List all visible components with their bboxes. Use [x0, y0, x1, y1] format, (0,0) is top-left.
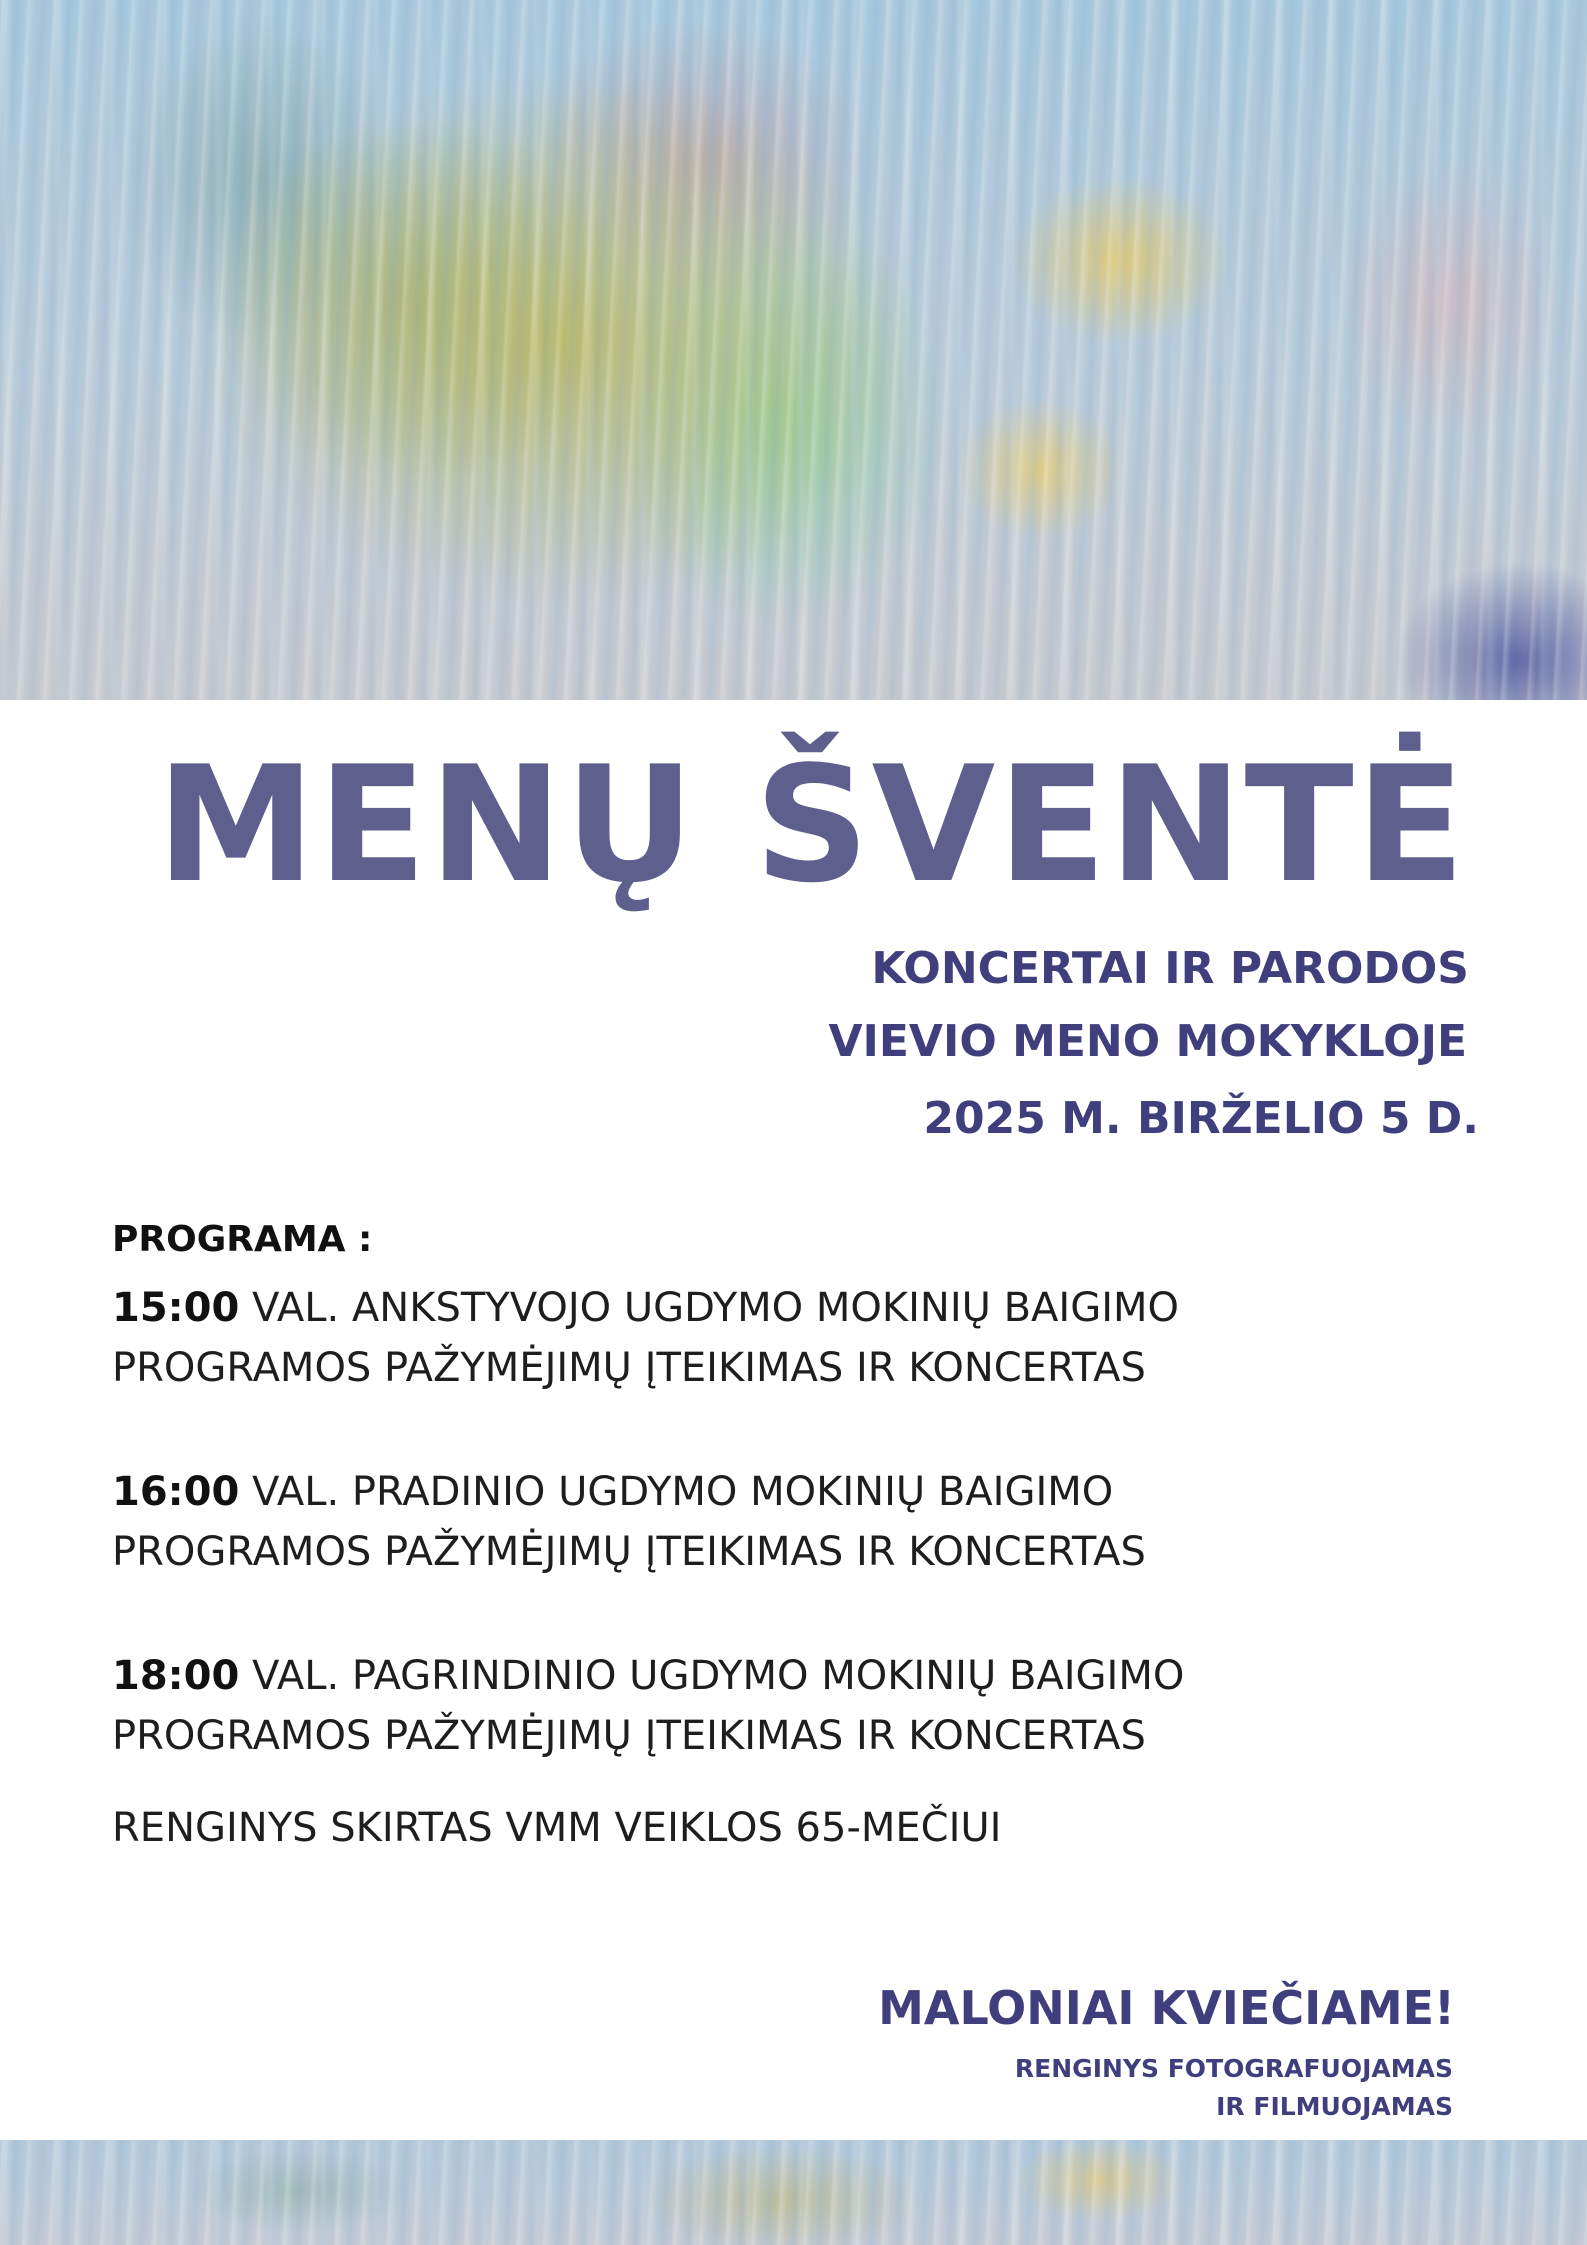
watercolor-artwork-bottom: [0, 2140, 1587, 2245]
anniversary-note: RENGINYS SKIRTAS VMM VEIKLOS 65-MEČIUI: [112, 1805, 1002, 1851]
artwork-texture: [0, 0, 1587, 700]
subtitle-date: 2025 M. BIRŽELIO 5 D.: [923, 1093, 1479, 1144]
photo-notice: [1015, 2050, 1453, 2126]
subtitle-concerts: KONCERTAI IR PARODOS: [871, 943, 1469, 994]
artwork-texture: [0, 2140, 1587, 2245]
program-heading: PROGRAMA :: [112, 1219, 373, 1260]
program-item-line: [112, 1646, 1492, 1706]
photo-notice-line: RENGINYS FOTOGRAFUOJAMAS: [1014, 2054, 1453, 2083]
program-description: VAL. ANKSTYVOJO UGDYMO MOKINIŲ BAIGIMO: [239, 1285, 1179, 1331]
program-time: 16:00: [112, 1469, 240, 1515]
subtitle-venue: VIEVIO MENO MOKYKLOJE: [828, 1016, 1467, 1067]
program-item-line: [112, 1278, 1492, 1338]
program-time: 18:00: [112, 1653, 240, 1699]
program-description-cont: PROGRAMOS PAŽYMĖJIMŲ ĮTEIKIMAS IR KONCERTAS: [112, 1713, 1146, 1759]
program-item-1600: [112, 1462, 1492, 1582]
program-item-1800: [112, 1646, 1492, 1766]
program-description-cont: PROGRAMOS PAŽYMĖJIMŲ ĮTEIKIMAS IR KONCERTAS: [112, 1345, 1146, 1391]
program-time: 15:00: [112, 1285, 240, 1331]
spacer: [112, 1582, 1492, 1646]
invitation-text: MALONIAI KVIEČIAME!: [878, 1981, 1455, 2035]
photo-notice-line: IR FILMUOJAMAS: [1216, 2092, 1453, 2121]
program-section: [112, 1219, 1492, 1858]
program-description: VAL. PAGRINDINIO UGDYMO MOKINIŲ BAIGIMO: [239, 1653, 1185, 1699]
program-description-cont: PROGRAMOS PAŽYMĖJIMŲ ĮTEIKIMAS IR KONCERTAS: [112, 1529, 1146, 1575]
poster-title: MENŲ ŠVENTĖ: [156, 731, 1467, 918]
program-description: VAL. PRADINIO UGDYMO MOKINIŲ BAIGIMO: [239, 1469, 1114, 1515]
program-item-line: [112, 1462, 1492, 1522]
watercolor-artwork-top: [0, 0, 1587, 700]
program-item-1500: [112, 1278, 1492, 1398]
spacer: [112, 1398, 1492, 1462]
spacer: [112, 1766, 1492, 1798]
